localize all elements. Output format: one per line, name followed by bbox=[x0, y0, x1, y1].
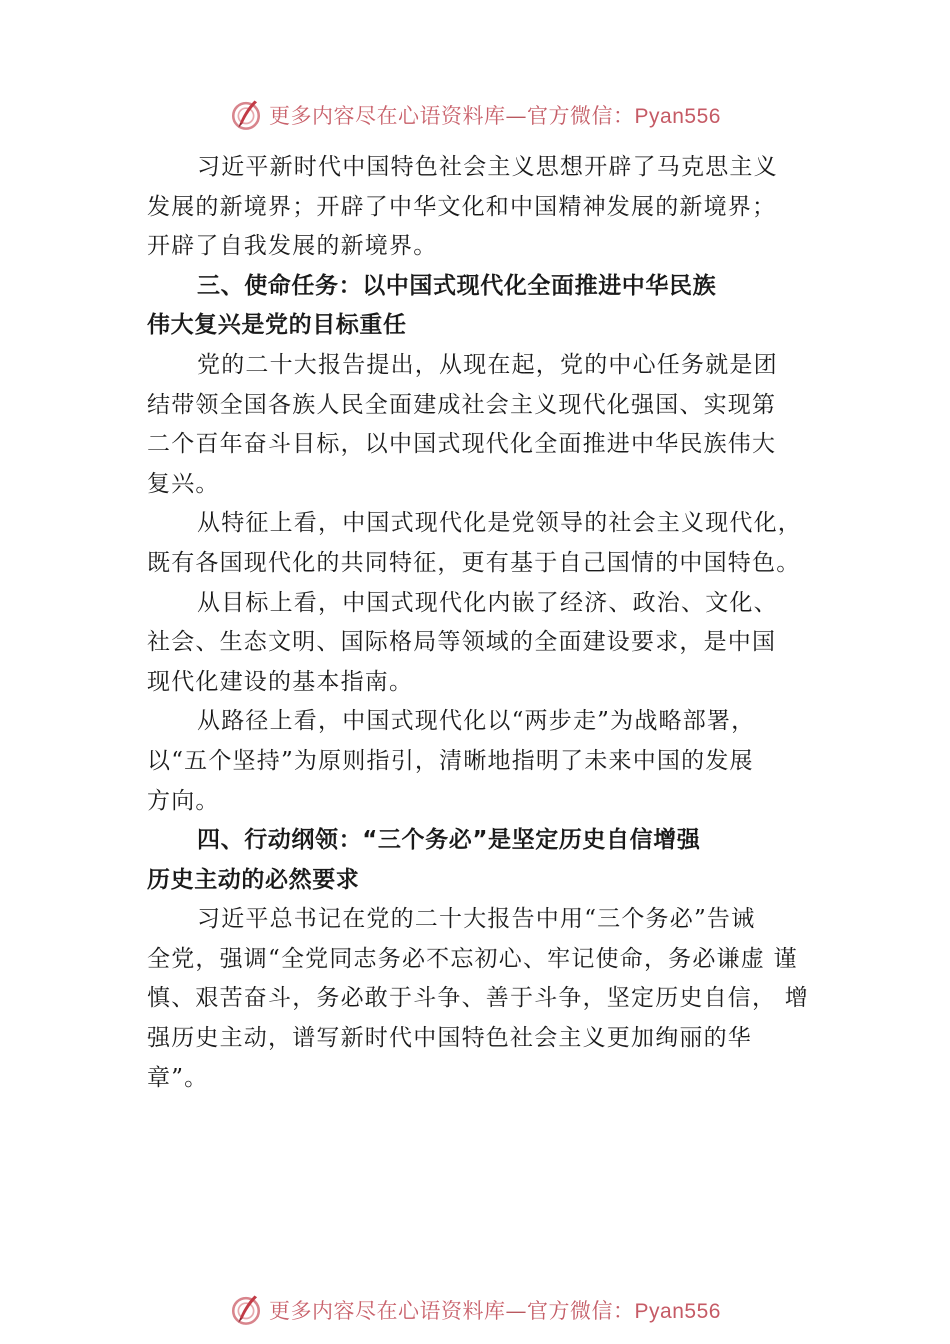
section-heading: 四、行动纲领：“三个务必”是坚定历史自信增强 bbox=[197, 827, 701, 854]
paragraph-line: 现代化建设的基本指南。 bbox=[147, 668, 414, 695]
paragraph-line: 发展的新境界；开辟了中华文化和中国精神发展的新境界； bbox=[147, 193, 777, 220]
document-body bbox=[147, 148, 837, 1098]
paragraph-line: 以“五个坚持”为原则指引，清晰地指明了未来中国的发展 bbox=[147, 747, 754, 774]
paragraph-line: 慎、艰苦奋斗，务必敢于斗争、善于斗争，坚定历史自信， 增 bbox=[147, 985, 809, 1012]
paragraph-line: 社会、生态文明、国际格局等领域的全面建设要求，是中国 bbox=[147, 629, 777, 656]
banner-wechat-label: 官方微信： bbox=[527, 104, 635, 128]
header-banner bbox=[0, 95, 950, 135]
paragraph-line: 既有各国现代化的共同特征，更有基于自己国情的中国特色。 bbox=[147, 549, 801, 576]
paragraph-line: 二个百年奋斗目标，以中国式现代化全面推进中华民族伟大 bbox=[147, 431, 777, 458]
section-heading: 三、使命任务：以中国式现代化全面推进中华民族 bbox=[197, 272, 717, 299]
footer-banner bbox=[0, 1290, 950, 1330]
section-heading: 伟大复兴是党的目标重任 bbox=[147, 312, 407, 339]
paragraph-line: 强历史主动，谱写新时代中国特色社会主义更加绚丽的华 bbox=[147, 1025, 752, 1052]
quill-logo-icon bbox=[229, 1293, 263, 1327]
paragraph-line: 方向。 bbox=[147, 787, 220, 814]
banner-separator: — bbox=[505, 1299, 528, 1323]
paragraph-line: 章”。 bbox=[147, 1064, 209, 1091]
quill-logo-icon bbox=[229, 98, 263, 132]
paragraph-line: 从目标上看，中国式现代化内嵌了经济、政治、文化、 bbox=[197, 589, 778, 616]
paragraph-line: 从路径上看，中国式现代化以“两步走”为战略部署， bbox=[197, 708, 756, 735]
paragraph-line: 党的二十大报告提出，从现在起，党的中心任务就是团 bbox=[197, 351, 778, 378]
paragraph-line: 复兴。 bbox=[147, 470, 220, 497]
paragraph-line: 结带领全国各族人民全面建成社会主义现代化强国、实现第 bbox=[147, 391, 777, 418]
banner-brand: 更多内容尽在心语资料库 bbox=[269, 1299, 506, 1323]
banner-wechat-id: Pyan556 bbox=[634, 1300, 721, 1323]
section-heading: 历史主动的必然要求 bbox=[147, 866, 360, 893]
banner-wechat-label: 官方微信： bbox=[527, 1299, 635, 1323]
paragraph-line: 开辟了自我发展的新境界。 bbox=[147, 233, 438, 260]
banner-brand: 更多内容尽在心语资料库 bbox=[269, 104, 506, 128]
paragraph-line: 习近平总书记在党的二十大报告中用“三个务必”告诫 bbox=[197, 906, 756, 933]
banner-separator: — bbox=[505, 104, 528, 128]
paragraph-line: 习近平新时代中国特色社会主义思想开辟了马克思主义 bbox=[197, 154, 778, 180]
banner-wechat-id: Pyan556 bbox=[634, 105, 721, 128]
paragraph-line: 全党，强调“全党同志务必不忘初心、牢记使命，务必谦虚 谨 bbox=[147, 945, 798, 972]
paragraph-line: 从特征上看，中国式现代化是党领导的社会主义现代化， bbox=[197, 510, 802, 537]
